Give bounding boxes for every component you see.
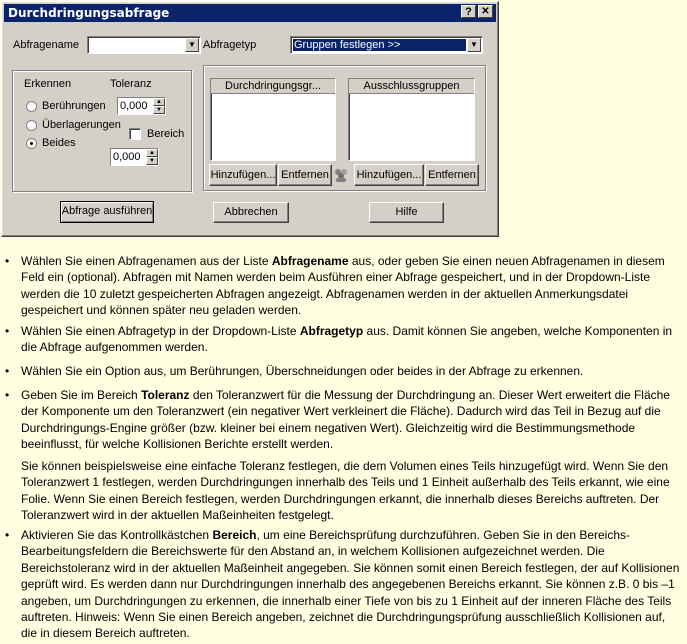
range-label: Bereich (147, 128, 185, 140)
bullet: • (5, 388, 10, 402)
range-value: 0,000 (113, 151, 141, 163)
text-span: Wählen Sie einen Abfragetyp in der Dropdown-Liste (21, 324, 300, 338)
text-bold: Bereich (212, 528, 257, 542)
query-name-label: Abfragename (13, 39, 80, 51)
bullet: • (5, 254, 10, 268)
list-item-text (21, 323, 681, 356)
list-item-text (21, 387, 681, 453)
interference-groups-header[interactable]: Durchdringungsgr... (211, 79, 335, 94)
cancel-button[interactable]: Abbrechen (213, 202, 289, 223)
interference-query-dialog (1, 1, 499, 237)
add-interference-group-button[interactable]: Hinzufügen... (209, 164, 277, 186)
title-close-button[interactable]: ✕ (478, 5, 493, 18)
remove-interference-group-button[interactable]: Entfernen (278, 164, 332, 186)
tolerance-spinner[interactable] (117, 97, 166, 115)
list-item-text (21, 253, 681, 319)
text-span: Aktivieren Sie das Kontrollkästchen (21, 528, 213, 542)
query-type-label: Abfragetyp (203, 39, 257, 51)
radio-both-label: Beides (42, 137, 76, 149)
spin-down-icon[interactable]: ▼ (153, 106, 165, 114)
chevron-down-icon[interactable]: ▼ (185, 38, 199, 52)
tolerance-spin-arrows (153, 98, 165, 114)
text-span: Wählen Sie einen Abfragenamen aus der Liste (21, 254, 272, 268)
range-spinner[interactable] (110, 148, 159, 166)
radio-overlap[interactable] (26, 120, 37, 131)
radio-touch[interactable] (26, 101, 37, 112)
help-button[interactable]: Hilfe (369, 202, 444, 223)
text-span: aus. Damit können Sie angeben, welche Komponenten in die Abfrage aufgenommen werden. (21, 324, 673, 355)
bullet: • (5, 528, 10, 542)
spin-up-icon[interactable]: ▲ (153, 98, 165, 106)
tolerance-value: 0,000 (120, 100, 148, 112)
list-item-text: Wählen Sie ein Option aus, um Berührungen, Überschneidungen oder beides in der Abfrage zu erkennen. (21, 364, 584, 378)
query-name-combobox[interactable] (87, 36, 201, 54)
radio-both[interactable] (26, 138, 37, 149)
dialog-title: Durchdringungsabfrage (8, 6, 170, 20)
paragraph: Sie können beispielsweise eine einfache Toleranz festlegen, die dem Volumen eines Teils hinzugefügt wird. Wenn Sie den Toleranzwert 1 festlegen, werden Durchdringungen innerhalb des Teils und 1 Einheit außerhalb des Teils erkannt, wie eine Folie. Wenn Sie einen Bereich festlegen, werden Durchdringungen erkannt, die innerhalb dieses Bereichs auftreten. Der Toleranzwert wird in der aktuellen Maßeinheiten festgelegt. (21, 459, 670, 523)
range-spin-arrows (146, 149, 158, 165)
text-bold: Abfragename (271, 254, 349, 268)
spin-up-icon[interactable]: ▲ (146, 149, 158, 157)
chevron-down-icon[interactable]: ▼ (467, 38, 481, 52)
exclusion-groups-list[interactable] (348, 78, 475, 161)
query-type-select[interactable] (290, 36, 483, 54)
remove-exclusion-group-button[interactable]: Entfernen (425, 164, 479, 186)
spin-down-icon[interactable]: ▼ (146, 157, 158, 165)
list-item-text (21, 527, 681, 642)
text-bold: Toleranz (141, 388, 190, 402)
bullet: • (5, 324, 10, 338)
run-query-button[interactable]: Abfrage ausführen (60, 201, 154, 223)
text-span: den Toleranzwert für die Messung der Durchdringung an. Dieser Wert erweitert die Fläche der Komponente um den Toleranzwert (ein negativer Wert verkleinert die Fläche). Dadurch wird das Teil in Bezug auf die Durchdringungs-Engine größer (bzw. kleiner bei einem negativen Wert). Gleichzeitig wird die Bestimmungsmethode beeinflusst, für welche Kollisionen Berichte erstellt werden. (21, 388, 670, 452)
add-exclusion-group-button[interactable]: Hinzufügen... (354, 164, 424, 186)
exclusion-groups-header[interactable]: Ausschlussgruppen (349, 79, 474, 94)
text-span: Geben Sie im Bereich (21, 388, 142, 402)
group-people-icon (333, 167, 349, 183)
bullet: • (5, 364, 10, 378)
radio-overlap-label: Überlagerungen (42, 119, 121, 131)
interference-groups-list[interactable] (210, 78, 336, 161)
text-bold: Abfragetyp (299, 324, 364, 338)
dialog-titlebar[interactable] (4, 4, 496, 22)
text-span: aus, oder geben Sie einen neuen Abfragenamen in diesem Feld ein (optional). Abfragen mit Namen werden beim Ausführen einer Abfrage gespeichert, und in der Dropdown-Liste werden die 10 zuletzt gespeicherten Abfragen angezeigt. Abfragenamen werden in der aktuellen Anmerkungsdatei gespeichert und können später neu geladen werden. (21, 254, 665, 318)
range-checkbox[interactable] (129, 128, 141, 140)
title-help-button[interactable]: ? (461, 5, 476, 18)
text-span: , um eine Bereichsprüfung durchzuführen. Geben Sie in den Bereichs-Bearbeitungsfeldern die Bereichswerte für den Abstand an, in welchem Kollisionen aufgezeichnet werden. Die Bereichstoleranz wird in der aktuellen Maßeinheit angegeben. Sie können somit einen Bereich festlegen, der auf Kollisionen geprüft wird. Es werden dann nur Durchdringungen innerhalb des angegebenen Bereichs erkannt. Sie können z.B. 0 bis –1 angeben, um Durchdringungen zu erkennen, die innerhalb einer Tiefe von bis zu 1 Einheit auf der inneren Fläche des Teils auftreten. Hinweis: Wenn Sie einen Bereich angeben, zeichnet die Durchdringungsprüfung ausschließlich Kollisionen auf, die in diesem Bereich auftreten. (21, 528, 680, 641)
detect-label: Erkennen (24, 78, 72, 90)
radio-touch-label: Berührungen (42, 100, 106, 112)
query-type-value: Gruppen festlegen >> (294, 39, 401, 51)
tolerance-label: Toleranz (110, 78, 152, 90)
